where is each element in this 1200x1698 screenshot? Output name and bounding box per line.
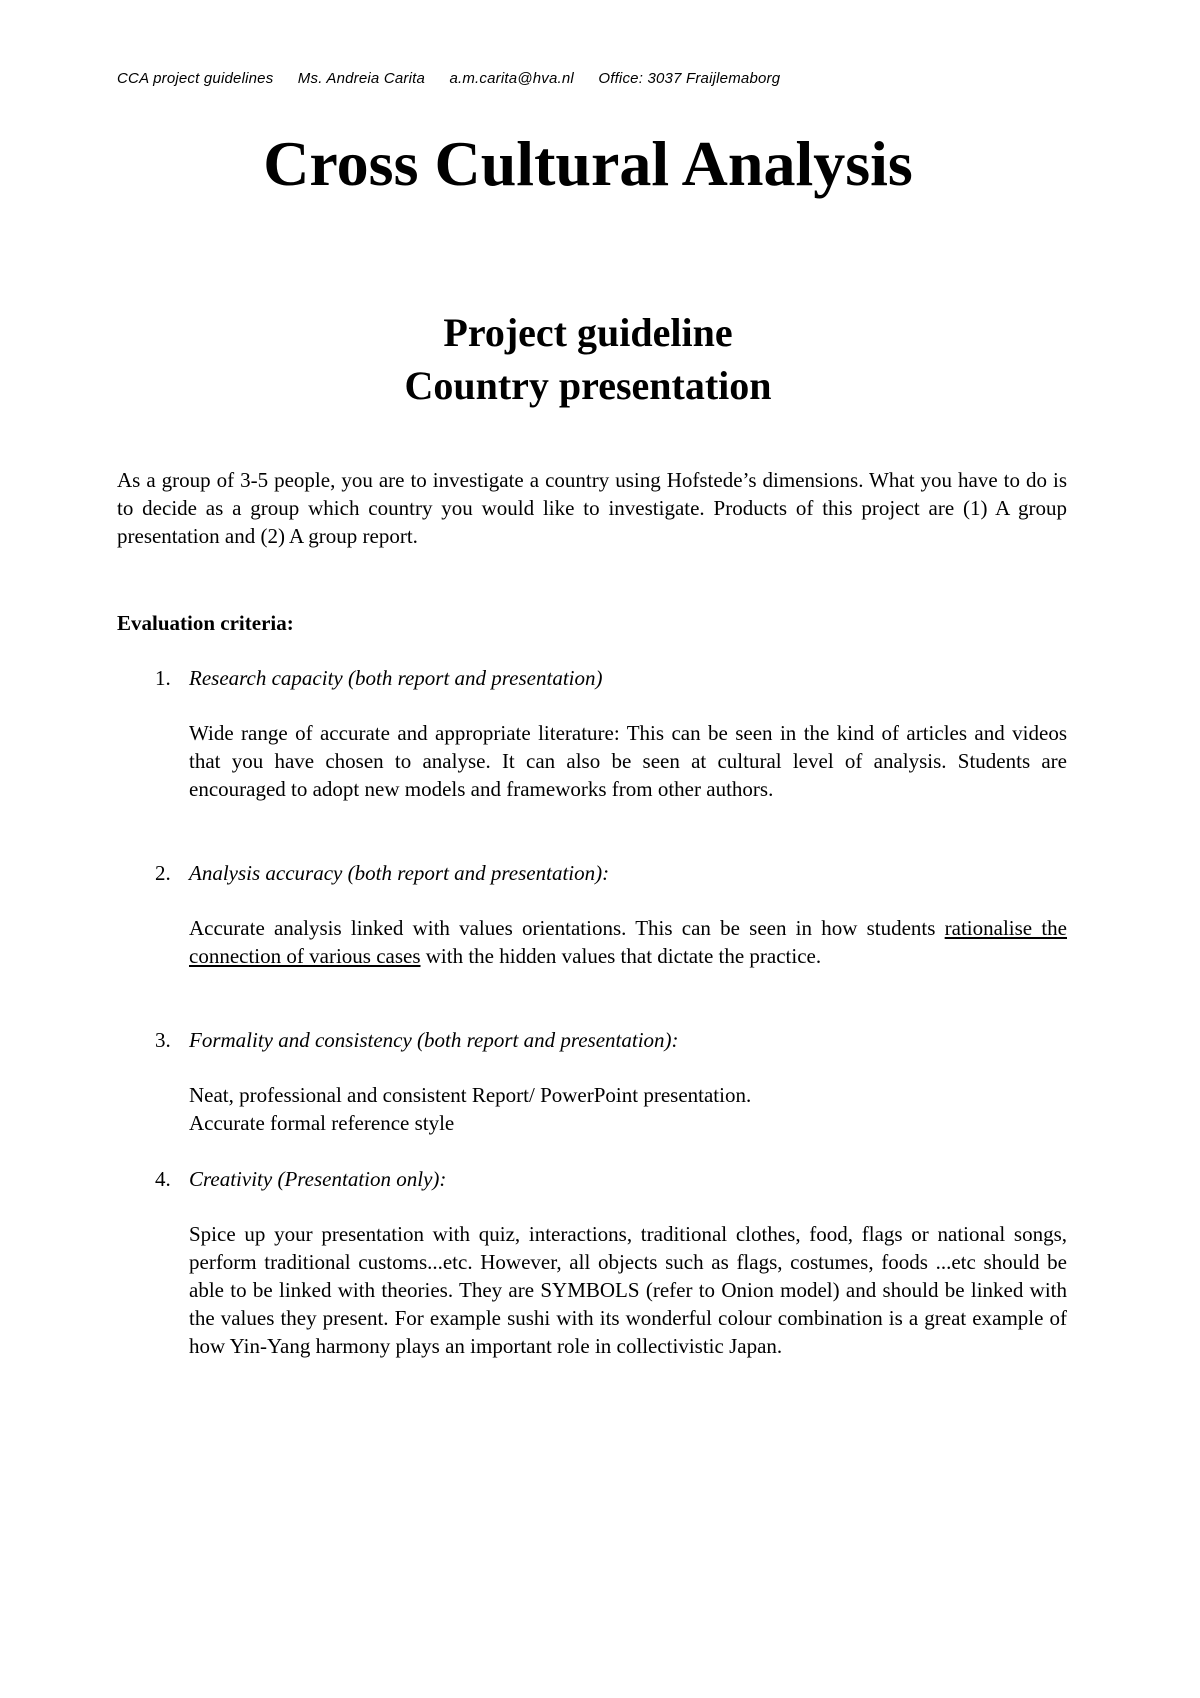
underlined-phrase: rationalise the connection of various cases: [189, 916, 1067, 968]
item-number: 3.: [155, 1028, 171, 1052]
document-title: Cross Cultural Analysis: [263, 128, 913, 199]
item-number: 2.: [155, 861, 171, 885]
running-header: [117, 70, 800, 87]
header-course: CCA project guidelines: [117, 70, 274, 87]
item-title: Research capacity (both report and presentation): [189, 666, 603, 690]
item-description: Wide range of accurate and appropriate literature: This can be seen in the kind of articles and videos that you have chosen to analyse. It can also be seen at cultural level of analysis. Students are encouraged to adopt new models and frameworks from other authors.: [189, 721, 1067, 801]
item-description-part: with the hidden values that dictate the practice.: [420, 944, 822, 968]
item-title: Creativity (Presentation only):: [189, 1167, 447, 1191]
item-number: 1.: [155, 666, 171, 690]
subtitle-project-guideline: Project guideline: [443, 310, 733, 355]
subtitle-country-presentation: Country presentation: [404, 363, 772, 408]
item-description-part: Accurate analysis linked with values orientations. This can be seen in how students: [189, 916, 945, 940]
item-description: [189, 1081, 1067, 1137]
header-office: Office: 3037 Fraijlemaborg: [598, 70, 781, 87]
item-description-line: Accurate formal reference style: [189, 1111, 455, 1135]
item-description-line: Neat, professional and consistent Report/ PowerPoint presentation.: [189, 1083, 752, 1107]
item-description: Spice up your presentation with quiz, interactions, traditional clothes, food, flags or national songs, perform traditional customs...etc. However, all objects such as flags, costumes, foods ...etc should be able to be linked with theories. They are SYMBOLS (refer to Onion model) and should be linked with the values they present. For example sushi with its wonderful colour combination is a great example of how Yin-Yang harmony plays an important role in collectivistic Japan.: [189, 1222, 1067, 1358]
header-lecturer: Ms. Andreia Carita: [297, 70, 426, 87]
evaluation-criteria-heading: Evaluation criteria:: [117, 611, 294, 635]
intro-paragraph: As a group of 3-5 people, you are to investigate a country using Hofstede’s dimensions. What you have to do is to decide as a group which country you would like to investigate. Products of this project are (1) A group presentation and (2) A group report.: [117, 468, 1067, 548]
item-number: 4.: [155, 1167, 171, 1191]
item-title: Analysis accuracy (both report and presentation):: [189, 861, 610, 885]
header-email: a.m.carita@hva.nl: [449, 70, 574, 87]
item-description: [189, 914, 1067, 970]
item-title: Formality and consistency (both report and presentation):: [189, 1028, 679, 1052]
